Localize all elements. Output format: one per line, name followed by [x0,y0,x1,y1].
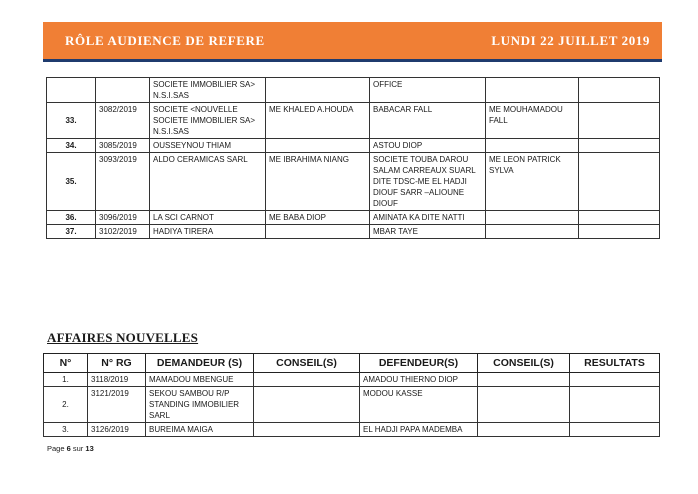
cell-conseil [254,373,360,387]
table-row [44,373,660,387]
page-footer [47,444,94,453]
cell-num: 36. [47,211,96,225]
cell-conseil [254,423,360,437]
table-row [47,103,660,139]
cell-resultats [579,153,660,211]
cell-defendeur: MBAR TAYE [370,225,486,239]
cell-conseil2: ME MOUHAMADOU FALL [486,103,579,139]
cell-demandeur: SEKOU SAMBOU R/P STANDING IMMOBILIER SARL [146,387,254,423]
header-demandeur: DEMANDEUR (S) [146,354,254,373]
of-label: sur [72,444,84,453]
header-conseil: CONSEIL(S) [254,354,360,373]
header-banner [43,22,662,62]
cell-num: 37. [47,225,96,239]
cell-conseil: ME KHALED A.HOUDA [266,103,370,139]
cell-demandeur: SOCIETE <NOUVELLE SOCIETE IMMOBILIER SA> N.S.I.SAS [150,103,266,139]
cell-demandeur: HADIYA TIRERA [150,225,266,239]
cell-conseil2 [486,139,579,153]
page-total: 13 [85,444,94,453]
cell-conseil [266,139,370,153]
cell-conseil: ME IBRAHIMA NIANG [266,153,370,211]
cell-defendeur: AMINATA KA DITE NATTI [370,211,486,225]
table-row [47,153,660,211]
cell-num: 1. [44,373,88,387]
cell-resultats [579,139,660,153]
section-title-new-cases: AFFAIRES NOUVELLES [47,330,199,345]
table-row [44,387,660,423]
cell-rg [96,78,150,103]
cell-defendeur: EL HADJI PAPA MADEMBA [360,423,478,437]
cell-resultats [579,103,660,139]
cell-conseil2 [486,225,579,239]
hearing-table [46,77,660,239]
table-row [47,78,660,103]
header-resultats: RESULTATS [570,354,660,373]
hearing-date: LUNDI 22 JUILLET 2019 [491,33,650,48]
cell-rg: 3093/2019 [96,153,150,211]
cell-demandeur: LA SCI CARNOT [150,211,266,225]
cell-conseil2 [486,78,579,103]
cell-demandeur: OUSSEYNOU THIAM [150,139,266,153]
cell-defendeur: OFFICE [370,78,486,103]
cell-defendeur: ASTOU DIOP [370,139,486,153]
cell-demandeur: ALDO CERAMICAS SARL [150,153,266,211]
page-label: Page [47,444,65,453]
new-cases-table-body [44,373,660,437]
table-row [47,139,660,153]
cell-conseil [254,387,360,423]
new-cases-table [43,353,660,437]
cell-rg: 3126/2019 [88,423,146,437]
cell-rg: 3121/2019 [88,387,146,423]
cell-resultats [579,211,660,225]
cell-resultats [579,225,660,239]
cell-defendeur: BABACAR FALL [370,103,486,139]
cell-resultats [570,373,660,387]
cell-num [47,78,96,103]
cell-conseil [266,225,370,239]
cell-num: 2. [44,387,88,423]
cell-resultats [570,423,660,437]
cell-defendeur: SOCIETE TOUBA DAROU SALAM CARREAUX SUARL DITE TDSC-ME EL HADJI DIOUF SARR –ALIOUNE DIOUF [370,153,486,211]
cell-demandeur: SOCIETE IMMOBILIER SA> N.S.I.SAS [150,78,266,103]
header-conseil-2: CONSEIL(S) [478,354,570,373]
cell-rg: 3096/2019 [96,211,150,225]
table-row [47,211,660,225]
cell-demandeur: MAMADOU MBENGUE [146,373,254,387]
hearing-table-body [47,78,660,239]
cell-num: 35. [47,153,96,211]
cell-num: 3. [44,423,88,437]
cell-conseil2 [478,387,570,423]
header-num: N° [44,354,88,373]
cell-rg: 3118/2019 [88,373,146,387]
cell-conseil2: ME LEON PATRICK SYLVA [486,153,579,211]
cell-num: 33. [47,103,96,139]
cell-conseil [266,78,370,103]
header-defendeur: DEFENDEUR(S) [360,354,478,373]
cell-conseil2 [478,423,570,437]
cell-num: 34. [47,139,96,153]
cell-defendeur: AMADOU THIERNO DIOP [360,373,478,387]
cell-conseil2 [486,211,579,225]
table-row [44,423,660,437]
cell-conseil2 [478,373,570,387]
cell-resultats [570,387,660,423]
cell-rg: 3102/2019 [96,225,150,239]
new-cases-header-row [44,354,660,373]
cell-rg: 3082/2019 [96,103,150,139]
cell-resultats [579,78,660,103]
cell-conseil: ME BABA DIOP [266,211,370,225]
page-number: 6 [66,444,71,453]
document-title: RÔLE AUDIENCE DE REFERE [65,33,265,48]
header-rg: N° RG [88,354,146,373]
table-row [47,225,660,239]
cell-defendeur: MODOU KASSE [360,387,478,423]
cell-demandeur: BUREIMA MAIGA [146,423,254,437]
cell-rg: 3085/2019 [96,139,150,153]
